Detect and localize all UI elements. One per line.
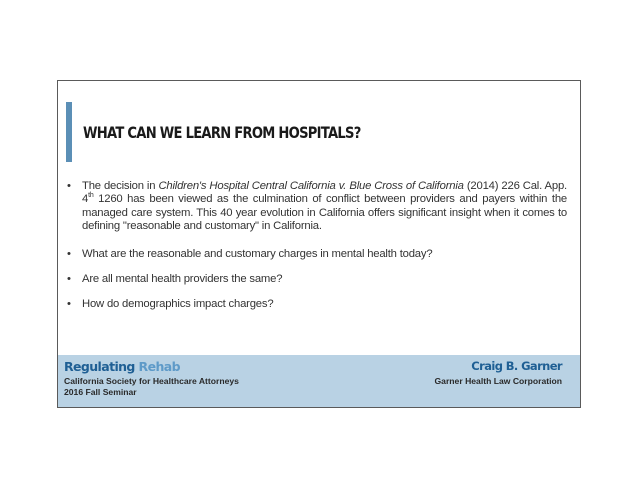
- bullet-dot: •: [67, 273, 71, 286]
- bullet-dot: •: [67, 298, 71, 311]
- bullet-text-intro: The decision in: [82, 180, 159, 192]
- slide-footer: [58, 355, 580, 407]
- seminar-name: 2016 Fall Seminar: [64, 386, 137, 397]
- bullet-item-charges: [67, 248, 567, 261]
- bullet-text: Are all mental health providers the same?: [82, 273, 283, 286]
- author-name: Craig B. Garner: [471, 359, 562, 373]
- bullet-list: [67, 180, 567, 324]
- case-name: Children's Hospital Central California v. Blue Cross of California: [158, 180, 464, 192]
- bullet-dot: •: [67, 247, 71, 260]
- firm-name: Garner Health Law Corporation: [434, 376, 562, 386]
- bullet-item-decision: [67, 180, 567, 234]
- bullet-item-providers: [67, 273, 567, 286]
- brand-logo-text: [64, 359, 180, 374]
- bullet-text: What are the reasonable and customary charges in mental health today?: [82, 247, 433, 260]
- bullet-item-demographics: [67, 298, 567, 311]
- bullet-text-citation: (2014) 226 Cal. App. 4: [82, 180, 567, 206]
- slide-frame: [57, 80, 581, 408]
- brand-word-rehab: Rehab: [138, 359, 180, 374]
- organization-info: [64, 376, 239, 397]
- citation-superscript: th: [88, 192, 94, 200]
- bullet-text: How do demographics impact charges?: [82, 298, 274, 311]
- slide-title: WHAT CAN WE LEARN FROM HOSPITALS?: [83, 123, 361, 142]
- bullet-text-rest: 1260 has been viewed as the culmination of conflict between providers and payers within the managed care system. This 40 year evolution in California offers significant insight when it comes to defining "reasonable and customary" in California.: [82, 193, 567, 233]
- organization-name: California Society for Healthcare Attorneys: [64, 376, 239, 386]
- title-accent-bar: [66, 102, 72, 162]
- brand-word-regulating: Regulating: [64, 359, 135, 374]
- bullet-dot: •: [67, 180, 71, 192]
